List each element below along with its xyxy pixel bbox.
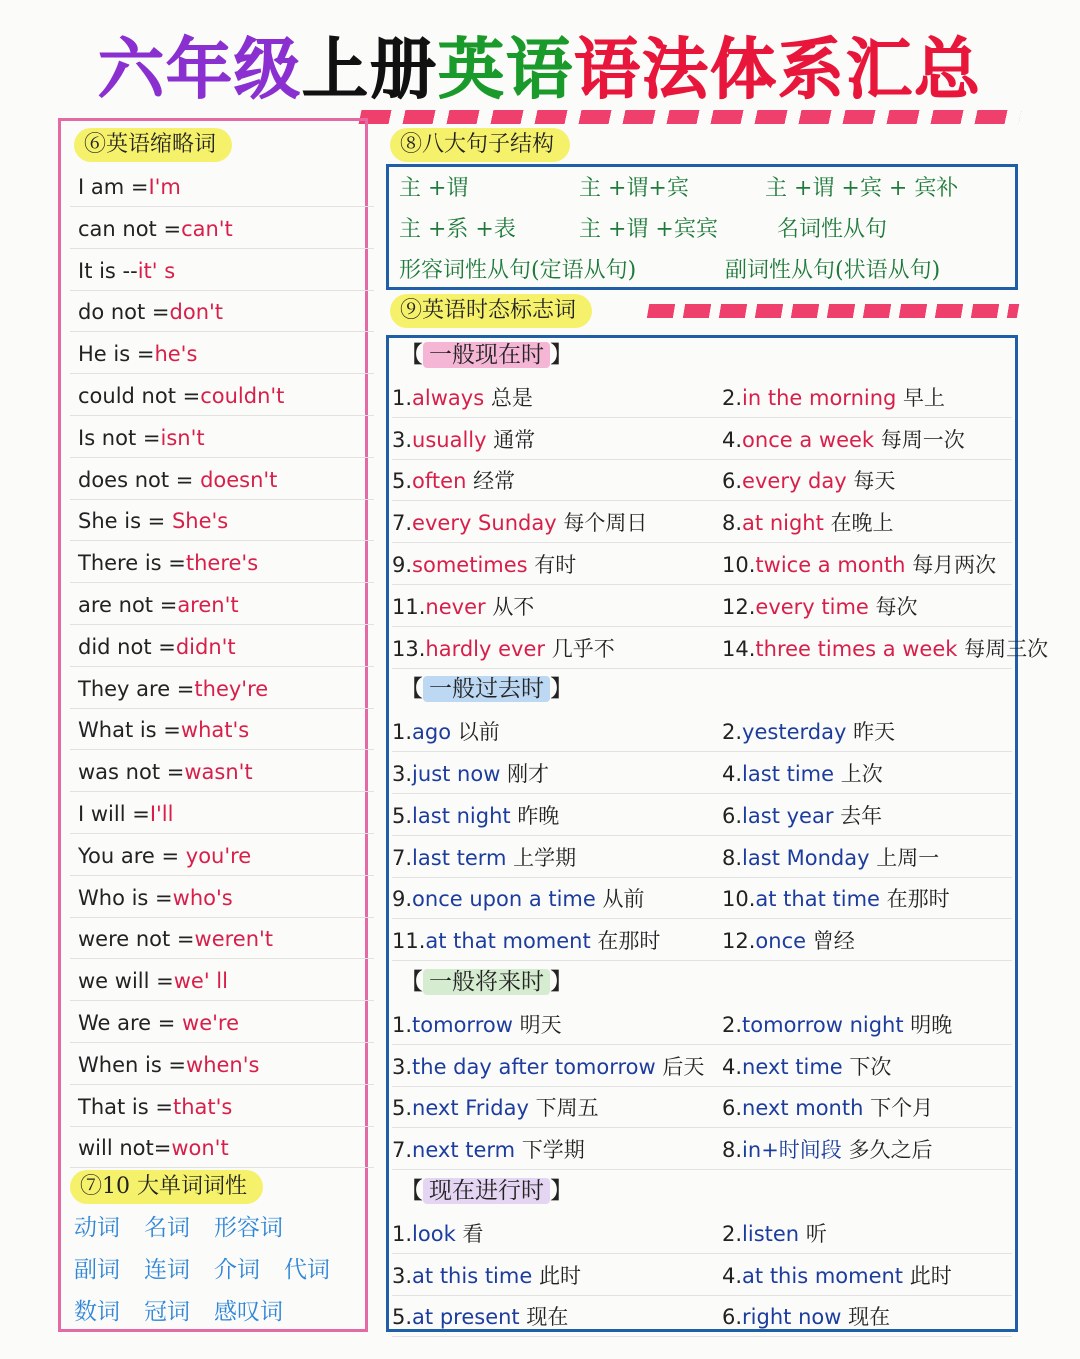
heading-dash-decoration: [647, 304, 1019, 318]
abbreviation-row: [70, 459, 374, 500]
english-phrase: at this moment: [742, 1263, 904, 1288]
chinese-meaning: 下周五: [535, 1096, 599, 1121]
english-phrase: every day: [742, 469, 847, 494]
parts-of-speech-heading: ⑦10 大单词词性: [70, 1170, 263, 1204]
sentence-item: 名词性从句: [777, 217, 888, 242]
chinese-meaning: 下学期: [521, 1138, 585, 1163]
chinese-meaning: 此时: [909, 1263, 952, 1288]
contraction: we' ll: [173, 969, 228, 994]
row-divider: [392, 542, 1012, 543]
full-form: You are =: [78, 843, 186, 868]
row-divider: [392, 417, 1012, 418]
contraction: didn't: [175, 634, 236, 659]
contraction: what's: [180, 718, 250, 743]
tense-marker-item: [392, 1047, 704, 1087]
abbreviation-row: [70, 835, 374, 876]
item-number: 3.: [392, 427, 413, 452]
english-phrase: yesterday: [742, 720, 847, 745]
item-number: 5.: [392, 1096, 413, 1121]
chinese-meaning: 在那时: [597, 929, 661, 954]
abbreviation-row: [70, 166, 374, 207]
sentence-row: [399, 210, 1009, 250]
abbreviation-row: [70, 1127, 374, 1168]
english-phrase: at that moment: [425, 929, 591, 954]
contraction: there's: [185, 551, 259, 576]
english-phrase: at present: [412, 1305, 520, 1330]
contraction: doesn't: [200, 467, 278, 492]
tense-marker-item: [392, 754, 549, 794]
sentence-item: 副词性从句(状语从句): [725, 258, 941, 283]
part-of-speech: 形容词: [214, 1215, 283, 1241]
abbreviation-row: [70, 333, 374, 374]
english-phrase: once: [755, 929, 807, 954]
row-divider: [392, 1127, 1012, 1128]
item-number: 9.: [392, 887, 413, 912]
full-form: She is =: [78, 509, 172, 534]
full-form: That is =: [78, 1094, 173, 1119]
chinese-meaning: 几乎不: [551, 636, 615, 661]
row-divider: [392, 459, 1012, 460]
item-number: 14.: [722, 636, 756, 661]
full-form: can not =: [78, 216, 182, 241]
row-divider: [392, 668, 1012, 669]
part-of-speech: 数词: [74, 1299, 120, 1325]
item-number: 7.: [392, 511, 413, 536]
full-form: There is =: [78, 551, 186, 576]
item-number: 1.: [392, 1221, 413, 1246]
tense-section-heading: 【 一般现在时 】: [400, 342, 573, 368]
chinese-meaning: 曾经: [812, 929, 855, 954]
english-phrase: listen: [742, 1221, 800, 1246]
item-number: 5.: [392, 803, 413, 828]
contraction: that's: [172, 1094, 233, 1119]
tense-marker-item: [392, 838, 576, 878]
contraction: who's: [172, 885, 233, 910]
chinese-meaning: 现在: [848, 1305, 891, 1330]
item-number: 3.: [392, 1054, 413, 1079]
tense-marker-item: [722, 754, 883, 794]
tense-marker-item: [722, 1214, 827, 1254]
part-of-speech: 冠词: [144, 1299, 190, 1325]
sentence-item: 主 +谓 +宾宾: [579, 217, 718, 242]
chinese-meaning: 昨晚: [517, 803, 560, 828]
contraction: they're: [194, 676, 269, 701]
tense-marker-item: [722, 838, 939, 878]
chinese-meaning: 在晚上: [830, 511, 894, 536]
english-phrase: look: [412, 1221, 456, 1246]
full-form: are not =: [78, 593, 178, 617]
english-phrase: never: [425, 594, 486, 619]
english-phrase: every Sunday: [412, 511, 557, 536]
english-phrase: at this time: [412, 1263, 533, 1288]
english-phrase: next Friday: [412, 1096, 529, 1121]
abbreviation-row: [70, 709, 374, 750]
item-number: 7.: [392, 845, 413, 870]
item-number: 5.: [392, 1305, 413, 1330]
full-form: What is =: [78, 718, 181, 743]
sentence-item: 主 +谓+宾: [579, 176, 689, 201]
full-form: They are =: [78, 676, 195, 701]
full-form: could not =: [78, 384, 201, 408]
row-divider: [392, 1295, 1012, 1296]
contraction: won't: [171, 1136, 229, 1161]
tense-marker-item: [392, 1130, 585, 1170]
chinese-meaning: 后天: [662, 1054, 705, 1079]
item-number: 4.: [722, 427, 743, 452]
tense-marker-item: [722, 1088, 933, 1128]
part-of-speech: 代词: [284, 1257, 330, 1283]
tense-name: 一般将来时: [423, 969, 550, 995]
abbreviation-row: [70, 960, 374, 1001]
abbreviation-row: [70, 375, 374, 416]
row-divider: [392, 918, 1012, 919]
row-divider: [392, 1044, 1012, 1045]
title-part-2: 上册: [302, 31, 438, 108]
english-phrase: usually: [412, 427, 487, 452]
full-form: Is not =: [78, 425, 161, 450]
english-phrase: at night: [742, 511, 824, 536]
abbreviation-heading: ⑥英语缩略词: [74, 128, 232, 162]
tense-section-heading: 【 现在进行时 】: [400, 1178, 573, 1204]
item-number: 12.: [722, 929, 756, 954]
title-part-3: 英语: [438, 31, 574, 108]
abbreviation-row: [70, 877, 374, 918]
chinese-meaning: 在那时: [886, 887, 950, 912]
chinese-meaning: 听: [805, 1221, 827, 1246]
item-number: 6.: [722, 1305, 743, 1330]
full-form: did not =: [78, 634, 176, 659]
tense-marker-item: [722, 1005, 952, 1045]
full-form: do not =: [78, 300, 170, 325]
tense-marker-item: [722, 1256, 952, 1296]
sentence-structure-heading: ⑧八大句子结构: [390, 128, 570, 162]
tense-marker-item: [392, 1005, 562, 1045]
chinese-meaning: 每周一次: [880, 427, 965, 452]
tense-markers-heading: ⑨英语时态标志词: [390, 294, 592, 328]
item-number: 1.: [392, 720, 413, 745]
chinese-meaning: 每个周日: [563, 511, 648, 536]
part-of-speech: 感叹词: [214, 1299, 283, 1325]
chinese-meaning: 从不: [492, 594, 535, 619]
chinese-meaning: 总是: [490, 385, 533, 410]
chinese-meaning: 上周一: [876, 845, 940, 870]
english-phrase: tomorrow: [412, 1012, 513, 1037]
tense-marker-item: [722, 587, 918, 627]
english-phrase: once a week: [742, 427, 875, 452]
chinese-meaning: 从前: [602, 887, 645, 912]
tense-marker-item: [722, 921, 855, 961]
part-of-speech: 介词: [214, 1257, 260, 1283]
item-number: 4.: [722, 762, 743, 786]
row-divider: [392, 835, 1012, 836]
chinese-meaning: 上学期: [513, 845, 577, 870]
english-phrase: three times a week: [755, 636, 958, 661]
row-divider: [392, 1253, 1012, 1254]
item-number: 8.: [722, 1138, 743, 1163]
contraction: She's: [171, 509, 229, 534]
sentence-row: [399, 251, 1009, 291]
tense-marker-item: [392, 545, 576, 585]
contraction: it' s: [137, 258, 176, 283]
sentence-item: 主 +谓 +宾 + 宾补: [765, 176, 959, 201]
part-of-speech: 连词: [144, 1257, 190, 1283]
contraction: don't: [169, 300, 224, 325]
row-divider: [392, 793, 1012, 794]
title-part-4: 语法体系汇总: [574, 31, 982, 108]
tense-marker-item: [722, 461, 895, 501]
item-number: 6.: [722, 469, 743, 494]
contraction: weren't: [194, 927, 274, 952]
tense-name: 一般过去时: [423, 676, 550, 702]
sentence-row: [399, 169, 1009, 209]
full-form: was not =: [78, 760, 185, 785]
english-phrase: twice a month: [755, 553, 906, 577]
contraction: you're: [185, 843, 252, 868]
english-phrase: the day after tomorrow: [412, 1054, 656, 1079]
tense-marker-item: [722, 503, 894, 543]
abbreviation-row: [70, 751, 374, 792]
tense-marker-item: [392, 587, 534, 627]
item-number: 11.: [392, 594, 426, 619]
tense-section-heading: 【 一般过去时 】: [400, 676, 573, 703]
chinese-meaning: 每天: [853, 469, 896, 494]
full-form: I am =: [78, 175, 149, 199]
part-of-speech: 动词: [74, 1215, 120, 1241]
chinese-meaning: 现在: [526, 1305, 569, 1330]
row-divider: [392, 626, 1012, 627]
abbreviation-row: [70, 500, 374, 541]
abbreviation-row: [70, 1086, 374, 1127]
chinese-meaning: 上次: [840, 762, 883, 786]
item-number: 3.: [392, 1263, 413, 1288]
item-number: 10.: [722, 887, 756, 912]
tense-marker-item: [392, 1297, 568, 1337]
tense-marker-item: [722, 796, 882, 836]
chinese-meaning: 多久之后: [848, 1138, 933, 1163]
contraction: we're: [182, 1011, 240, 1035]
row-divider: [392, 1336, 1012, 1337]
item-number: 10.: [722, 553, 756, 577]
abbreviation-row: [70, 1002, 374, 1043]
abbreviation-row: [70, 793, 374, 834]
english-phrase: every time: [755, 594, 869, 619]
contraction: when's: [186, 1052, 260, 1077]
parts-of-speech-row: [74, 1208, 364, 1248]
item-number: 4.: [722, 1263, 743, 1288]
row-divider: [392, 751, 1012, 752]
tense-marker-item: [722, 1047, 891, 1087]
tense-marker-item: [392, 378, 533, 418]
chinese-meaning: 每月两次: [912, 553, 997, 577]
row-divider: [392, 500, 1012, 501]
item-number: 1.: [392, 385, 413, 410]
part-of-speech: 名词: [144, 1215, 190, 1241]
chinese-meaning: 下次: [849, 1054, 892, 1079]
contraction: can't: [181, 216, 233, 241]
chinese-meaning: 刚才: [507, 762, 550, 786]
abbreviation-row: [70, 918, 374, 959]
english-phrase: always: [412, 385, 485, 410]
full-form: Who is =: [78, 885, 173, 910]
abbreviation-row: [70, 291, 374, 332]
english-phrase: next month: [742, 1096, 864, 1121]
contraction: I'll: [149, 802, 174, 826]
item-number: 2.: [722, 720, 743, 745]
abbreviation-row: [70, 542, 374, 583]
contraction: wasn't: [184, 760, 253, 785]
row-divider: [392, 1086, 1012, 1087]
tense-marker-item: [392, 879, 645, 919]
contraction: he's: [154, 342, 198, 367]
tense-marker-item: [392, 420, 535, 460]
item-number: 12.: [722, 594, 756, 619]
tense-marker-item: [722, 420, 965, 460]
tense-marker-item: [392, 1256, 581, 1296]
chinese-meaning: 此时: [538, 1263, 581, 1288]
item-number: 5.: [392, 469, 413, 494]
tense-marker-item: [392, 921, 660, 961]
full-form: It is --: [78, 258, 138, 283]
tense-marker-item: [722, 629, 1048, 669]
item-number: 2.: [722, 385, 743, 410]
english-phrase: ago: [412, 720, 452, 745]
tense-marker-item: [392, 1214, 483, 1254]
sentence-item: 形容词性从句(定语从句): [399, 258, 637, 283]
tense-marker-item: [722, 879, 950, 919]
contraction: isn't: [160, 425, 205, 450]
item-number: 2.: [722, 1221, 743, 1246]
abbreviation-row: [70, 1044, 374, 1085]
item-number: 13.: [392, 636, 426, 661]
chinese-meaning: 下个月: [870, 1096, 934, 1121]
item-number: 6.: [722, 803, 743, 828]
row-divider: [392, 584, 1012, 585]
tense-name: 一般现在时: [423, 342, 550, 368]
abbreviation-row: [70, 584, 374, 625]
english-phrase: next term: [412, 1138, 516, 1163]
tense-marker-item: [392, 1088, 599, 1128]
full-form: I will =: [78, 802, 150, 826]
chinese-meaning: 去年: [840, 803, 883, 828]
full-form: When is =: [78, 1052, 187, 1077]
full-form: were not =: [78, 927, 195, 952]
abbreviation-row: [70, 417, 374, 458]
english-phrase: last time: [742, 762, 835, 786]
abbreviation-row: [70, 668, 374, 709]
item-number: 7.: [392, 1138, 413, 1163]
tense-section-heading: 【 一般将来时 】: [400, 969, 573, 995]
english-phrase: hardly ever: [425, 636, 546, 661]
part-of-speech: 副词: [74, 1257, 120, 1283]
english-phrase: in the morning: [742, 385, 897, 410]
chinese-meaning: 通常: [493, 427, 536, 452]
full-form: does not =: [78, 467, 201, 492]
item-number: 8.: [722, 845, 743, 870]
chinese-meaning: 昨天: [853, 720, 896, 745]
chinese-meaning: 明天: [519, 1012, 562, 1037]
item-number: 11.: [392, 929, 426, 954]
tense-marker-item: [722, 1297, 890, 1337]
english-phrase: once upon a time: [412, 887, 596, 912]
english-phrase: often: [412, 469, 467, 494]
sentence-item: 主 +谓: [399, 176, 469, 201]
full-form: He is =: [78, 342, 155, 367]
english-phrase: sometimes: [412, 553, 528, 577]
english-phrase: last Monday: [742, 845, 870, 870]
item-number: 4.: [722, 1054, 743, 1079]
tense-marker-item: [722, 712, 895, 752]
abbreviation-row: [70, 250, 374, 291]
item-number: 9.: [392, 553, 413, 577]
title-part-1: 六年级: [98, 31, 302, 108]
item-number: 8.: [722, 511, 743, 536]
tense-marker-item: [392, 796, 559, 836]
chinese-meaning: 早上: [903, 385, 946, 410]
english-phrase: tomorrow night: [742, 1012, 904, 1037]
tense-marker-item: [392, 629, 615, 669]
item-number: 6.: [722, 1096, 743, 1121]
item-number: 3.: [392, 762, 413, 786]
english-phrase: in+时间段: [742, 1138, 842, 1163]
contraction: couldn't: [200, 384, 285, 408]
english-phrase: next time: [742, 1054, 843, 1079]
tense-marker-item: [392, 461, 515, 501]
item-number: 2.: [722, 1012, 743, 1037]
tense-marker-item: [722, 1130, 932, 1170]
chinese-meaning: 明晚: [910, 1012, 953, 1037]
tense-marker-item: [722, 545, 996, 585]
english-phrase: last night: [412, 803, 511, 828]
full-form: will not=: [78, 1136, 172, 1161]
full-form: We are =: [78, 1011, 183, 1035]
row-divider: [392, 1169, 1012, 1170]
sentence-item: 主 +系 +表: [399, 217, 516, 242]
contraction: I'm: [148, 175, 181, 199]
chinese-meaning: 每周三次: [964, 636, 1049, 661]
chinese-meaning: 每次: [875, 594, 918, 619]
english-phrase: right now: [742, 1305, 842, 1330]
row-divider: [392, 877, 1012, 878]
english-phrase: at that time: [755, 887, 880, 912]
full-form: we will =: [78, 969, 174, 994]
abbreviation-row: [70, 626, 374, 667]
english-phrase: last year: [742, 803, 834, 828]
tense-name: 现在进行时: [423, 1178, 550, 1204]
tense-marker-item: [392, 503, 647, 543]
page-title: [0, 30, 1080, 110]
contraction: aren't: [177, 593, 239, 617]
english-phrase: last term: [412, 845, 507, 870]
abbreviation-row: [70, 208, 374, 249]
tense-marker-item: [392, 712, 500, 752]
chinese-meaning: 有时: [534, 553, 577, 577]
item-number: 1.: [392, 1012, 413, 1037]
chinese-meaning: 以前: [457, 720, 500, 745]
chinese-meaning: 看: [462, 1221, 484, 1246]
row-divider: [392, 960, 1012, 961]
chinese-meaning: 经常: [473, 469, 516, 494]
english-phrase: just now: [412, 762, 501, 786]
parts-of-speech-row: [74, 1250, 364, 1290]
title-underline-decoration: [359, 110, 1022, 124]
sentence-structure-box: [386, 164, 1018, 290]
parts-of-speech-row: [74, 1292, 364, 1332]
tense-marker-item: [722, 378, 945, 418]
